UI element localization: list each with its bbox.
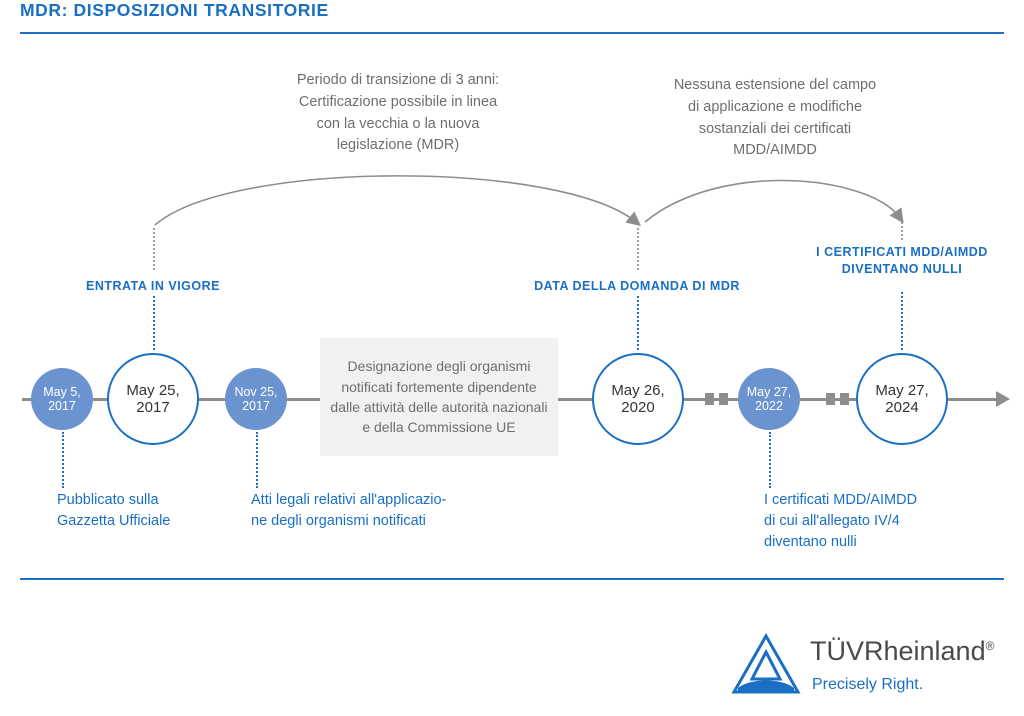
label-certificati-allegato-line-1: I certificati MDD/AIMDD — [764, 492, 918, 508]
note-no-extension-line-1: Nessuna estensione del campo — [673, 77, 877, 93]
label-certificati-allegato-line-2: di cui all'allegato IV/4 — [764, 513, 900, 530]
milestone-may-5-2017-line-1: May 5, — [43, 384, 81, 399]
tuv-rheinland-mark-icon — [730, 632, 802, 698]
connector-may-5-2017-bottom — [62, 432, 64, 488]
label-certificati-nulli — [791, 244, 1013, 278]
note-transition-line-4: legislazione (MDR) — [336, 137, 460, 154]
connector-may-26-2020-top — [637, 228, 639, 270]
label-certificati-allegato — [764, 490, 994, 553]
label-atti-legali — [251, 490, 501, 532]
header-divider — [20, 32, 1004, 34]
label-certificati-allegato-line-3: diventano nulli — [764, 534, 857, 551]
note-transition-line-3: con la vecchia o la nuova — [316, 115, 480, 132]
note-no-extension-line-3: sostanziali dei certificati — [698, 120, 852, 137]
logo-wordmark — [810, 636, 994, 667]
callout-text: Designazione degli organismi notificati fortemente dipendente dalle attività delle autorità nazionali e della Commissione UE — [330, 358, 548, 436]
milestone-may-26-2020-line-2: 2020 — [621, 399, 655, 416]
milestone-may-5-2017-line-2: 2017 — [48, 399, 76, 413]
label-data-domanda-mdr — [512, 278, 762, 295]
label-certificati-nulli-line-2: DIVENTANO NULLI — [841, 261, 963, 276]
label-entrata-in-vigore-text: ENTRATA IN VIGORE — [86, 279, 220, 293]
axis-dash-2 — [719, 393, 728, 405]
label-entrata-in-vigore — [53, 278, 253, 295]
label-data-domanda-mdr-text: DATA DELLA DOMANDA DI MDR — [534, 279, 740, 293]
connector-may-27-2024-stub — [901, 292, 903, 350]
milestone-may-25-2017-line-2: 2017 — [136, 399, 170, 416]
milestone-may-27-2024-line-2: 2024 — [885, 399, 919, 416]
connector-may-27-2024-top — [901, 222, 903, 240]
connector-may-25-2017-top — [153, 228, 155, 270]
milestone-may-26-2020[interactable] — [592, 353, 684, 445]
label-pubblicato-gazzetta-line-2: Gazzetta Ufficiale — [57, 513, 171, 530]
milestone-nov-25-2017-line-1: Nov 25, — [234, 384, 278, 399]
timeline-arrow-icon — [996, 391, 1010, 407]
label-pubblicato-gazzetta-line-1: Pubblicato sulla — [57, 492, 159, 508]
logo — [730, 632, 1010, 708]
milestone-may-26-2020-line-1: May 26, — [611, 381, 665, 399]
page-title: MDR: DISPOSIZIONI TRANSITORIE — [20, 0, 329, 20]
milestone-may-25-2017[interactable] — [107, 353, 199, 445]
milestone-nov-25-2017[interactable] — [225, 368, 287, 430]
note-no-extension-line-4: MDD/AIMDD — [733, 142, 817, 159]
label-atti-legali-line-2: ne degli organismi notificati — [251, 513, 426, 530]
label-pubblicato-gazzetta — [57, 490, 237, 532]
milestone-may-25-2017-line-1: May 25, — [126, 381, 180, 399]
axis-dash-3 — [826, 393, 835, 405]
milestone-may-27-2022-line-2: 2022 — [755, 399, 783, 413]
label-certificati-nulli-line-1: I CERTIFICATI MDD/AIMDD — [816, 245, 988, 259]
milestone-may-27-2022[interactable] — [738, 368, 800, 430]
milestone-may-27-2024[interactable] — [856, 353, 948, 445]
connector-may-25-2017-stub — [153, 296, 155, 350]
connector-may-26-2020-stub — [637, 296, 639, 350]
axis-dash-1 — [705, 393, 714, 405]
note-no-extension — [635, 75, 915, 162]
connector-may-27-2022-bottom — [769, 432, 771, 488]
milestone-may-27-2024-line-1: May 27, — [875, 381, 929, 399]
milestone-may-27-2022-line-1: May 27, — [746, 384, 792, 399]
note-transition-line-2: Certificazione possibile in linea — [298, 93, 498, 110]
note-transition-line-1: Periodo di transizione di 3 anni: — [296, 72, 500, 88]
label-atti-legali-line-1: Atti legali relativi all'applicazio- — [251, 492, 447, 508]
logo-tagline: Precisely Right. — [812, 676, 924, 693]
logo-name: TÜVRheinland — [810, 636, 986, 666]
milestone-nov-25-2017-line-2: 2017 — [242, 399, 270, 413]
milestone-may-5-2017[interactable] — [31, 368, 93, 430]
callout-designazione-organismi — [320, 338, 558, 456]
axis-dash-4 — [840, 393, 849, 405]
note-no-extension-line-2: di applicazione e modifiche — [687, 98, 863, 115]
note-transition-period — [258, 70, 538, 157]
connector-nov-25-2017-bottom — [256, 432, 258, 488]
footer-divider — [20, 578, 1004, 580]
logo-registered-mark: ® — [985, 639, 995, 653]
